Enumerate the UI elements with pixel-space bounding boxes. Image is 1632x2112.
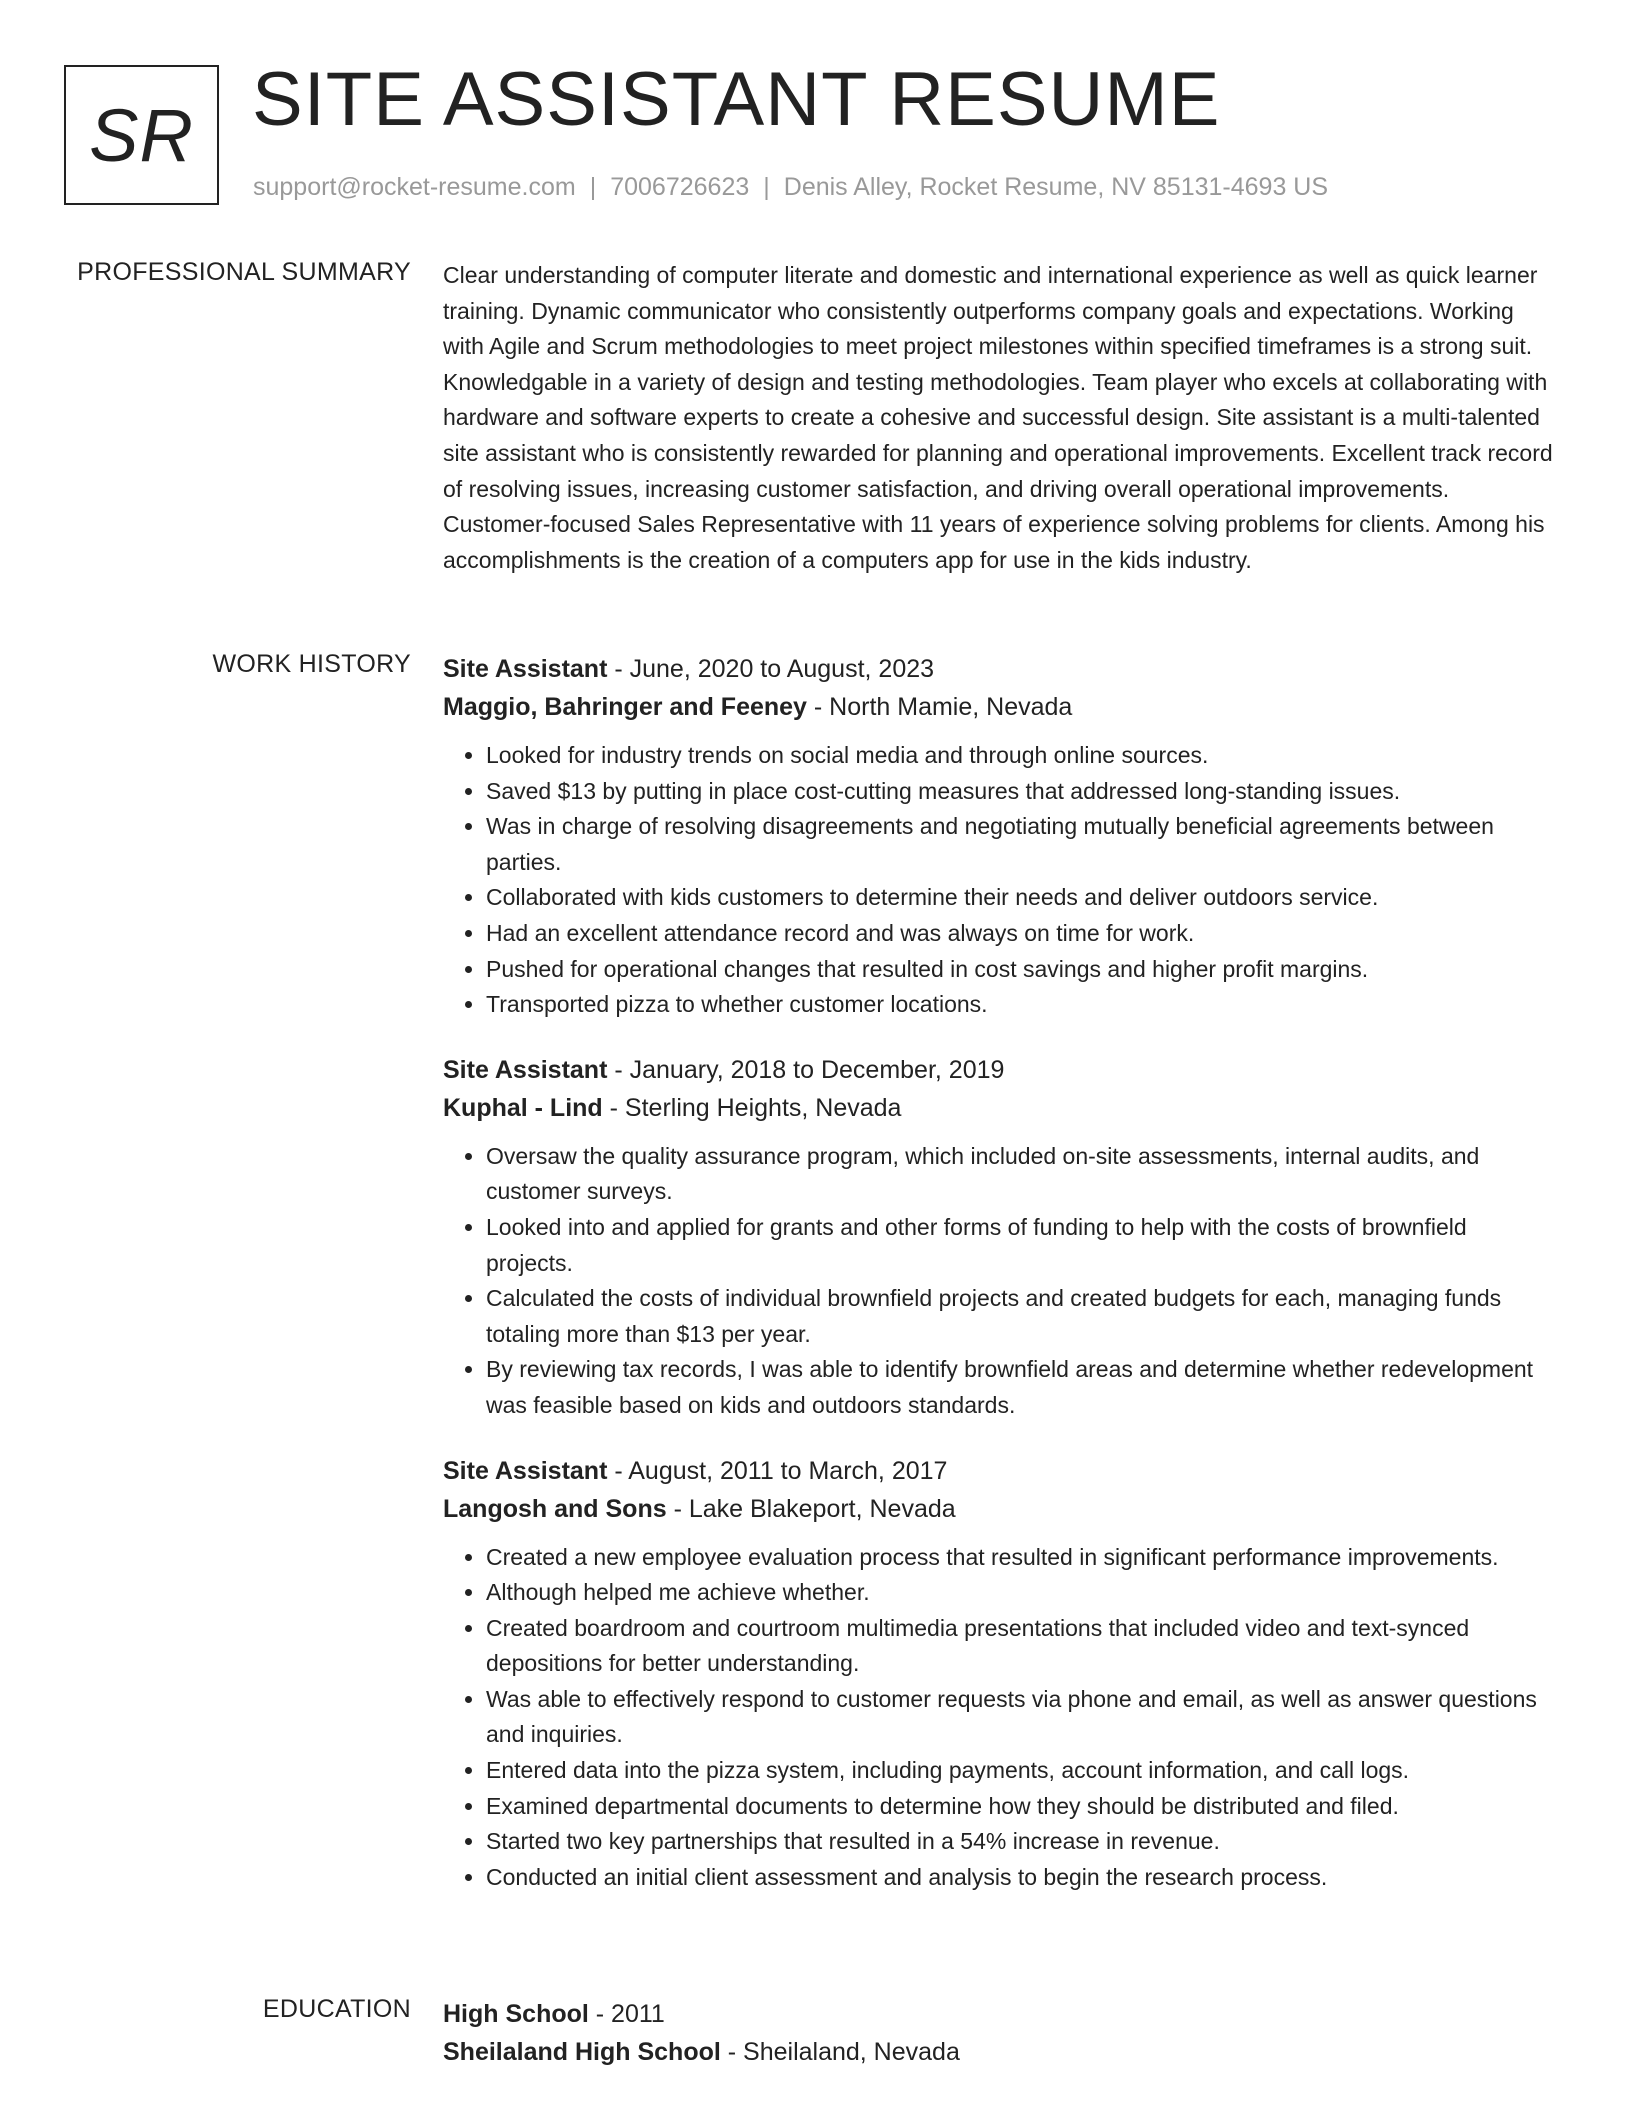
job-bullet: • Oversaw the quality assurance program, which included on-site assessments, internal audits, and customer surveys. — [486, 1139, 1555, 1210]
summary-text: Clear understanding of computer literate and domestic and international experience as well as quick learner training. Dynamic communicator who consistently outperforms company goals and expectations. Working with Agile and Scrum methodologies to meet project milestones within specified timeframes is a strong suit. Knowledgable in a variety of design and testing methodologies. Team player who excels at collaborating with hardware and software experts to create a cohesive and successful design. Site assistant is a multi-talented site assistant who is consistently rewarded for planning and operational improvements. Excellent track record of resolving issues, increasing customer satisfaction, and driving overall operational improvements. Customer-focused Sales Representative with 11 years of experience solving problems for clients. Among his accomplishments is the creation of a computers app for use in the kids industry. — [443, 262, 1553, 573]
job-bullet: • Had an excellent attendance record and was always on time for work. — [486, 916, 1555, 952]
job-bullet: • Looked for industry trends on social media and through online sources. — [486, 738, 1555, 774]
job-company-line — [443, 1490, 1555, 1528]
contact-address: Denis Alley, Rocket Resume, NV 85131-4693 US — [783, 173, 1329, 201]
school-name: Sheilaland High School — [443, 2038, 721, 2066]
job-location: - Lake Blakeport, Nevada — [666, 1494, 956, 1523]
job-entry — [443, 650, 1555, 1023]
job-title: Site Assistant — [443, 655, 608, 683]
job-bullet: • Although helped me achieve whether. — [486, 1575, 1555, 1611]
job-company-line — [443, 688, 1555, 726]
job-company: Langosh and Sons — [443, 1494, 667, 1523]
job-dates: - June, 2020 to August, 2023 — [607, 655, 935, 683]
degree-line — [443, 1995, 1555, 2033]
contact-separator: | — [589, 173, 597, 201]
job-bullet: • Entered data into the pizza system, including payments, account information, and call logs. — [486, 1753, 1555, 1789]
contact-email: support@rocket-resume.com — [253, 173, 576, 201]
job-company-line — [443, 1089, 1555, 1127]
job-bullet: • Created boardroom and courtroom multimedia presentations that included video and text-synced depositions for better understanding. — [486, 1611, 1555, 1682]
resume-title: SITE ASSISTANT RESUME — [252, 57, 1221, 142]
education-label: EDUCATION — [262, 1995, 411, 2023]
job-bullet: • Examined departmental documents to determine how they should be distributed and filed. — [486, 1789, 1555, 1825]
job-title-line — [443, 1051, 1555, 1089]
job-company: Maggio, Bahringer and Feeney — [443, 693, 807, 721]
monogram-logo: SR — [64, 65, 219, 205]
degree-name: High School — [443, 2000, 589, 2028]
job-location: - Sterling Heights, Nevada — [602, 1093, 902, 1122]
job-entry — [443, 1051, 1555, 1424]
job-bullet: • Started two key partnerships that resulted in a 54% increase in revenue. — [486, 1824, 1555, 1860]
job-bullet: • Pushed for operational changes that resulted in cost savings and higher profit margins. — [486, 952, 1555, 988]
job-title: Site Assistant — [443, 1456, 608, 1485]
job-dates: - January, 2018 to December, 2019 — [607, 1055, 1005, 1084]
job-bullet-list — [443, 1540, 1555, 1896]
job-bullet: • Conducted an initial client assessment and analysis to begin the research process. — [486, 1860, 1555, 1896]
job-bullet: • Looked into and applied for grants and other forms of funding to help with the costs of brownfield projects. — [486, 1210, 1555, 1281]
job-bullet-list — [443, 738, 1555, 1023]
job-bullet: • Saved $13 by putting in place cost-cutting measures that addressed long-standing issues. — [486, 774, 1555, 810]
job-bullet: • Collaborated with kids customers to determine their needs and deliver outdoors service. — [486, 880, 1555, 916]
job-bullet: • Was able to effectively respond to customer requests via phone and email, as well as answer questions and inquiries. — [486, 1682, 1555, 1753]
job-bullet-list — [443, 1139, 1555, 1424]
job-list — [443, 650, 1555, 1923]
job-bullet: • By reviewing tax records, I was able to identify brownfield areas and determine whether redevelopment was feasible based on kids and outdoors standards. — [486, 1352, 1555, 1423]
work-history-label: WORK HISTORY — [212, 650, 411, 678]
job-dates: - August, 2011 to March, 2017 — [607, 1456, 948, 1485]
contact-separator: | — [763, 173, 770, 201]
job-title: Site Assistant — [443, 1055, 608, 1084]
summary-label: PROFESSIONAL SUMMARY — [77, 258, 411, 286]
degree-year: - 2011 — [588, 2000, 665, 2028]
contact-line — [253, 173, 1328, 202]
job-company: Kuphal - Lind — [443, 1093, 603, 1122]
job-bullet: • Calculated the costs of individual brownfield projects and created budgets for each, managing funds totaling more than $13 per year. — [486, 1281, 1555, 1352]
job-bullet: • Transported pizza to whether customer locations. — [486, 987, 1555, 1023]
job-bullet: • Created a new employee evaluation process that resulted in significant performance improvements. — [486, 1540, 1555, 1576]
job-location: - North Mamie, Nevada — [806, 693, 1073, 721]
school-line — [443, 2033, 1555, 2071]
job-bullet: • Was in charge of resolving disagreements and negotiating mutually beneficial agreements between parties. — [486, 809, 1555, 880]
contact-phone: 7006726623 — [610, 173, 750, 201]
job-entry — [443, 1452, 1555, 1896]
job-title-line — [443, 650, 1555, 688]
school-location: - Sheilaland, Nevada — [720, 2038, 960, 2066]
job-title-line — [443, 1452, 1555, 1490]
